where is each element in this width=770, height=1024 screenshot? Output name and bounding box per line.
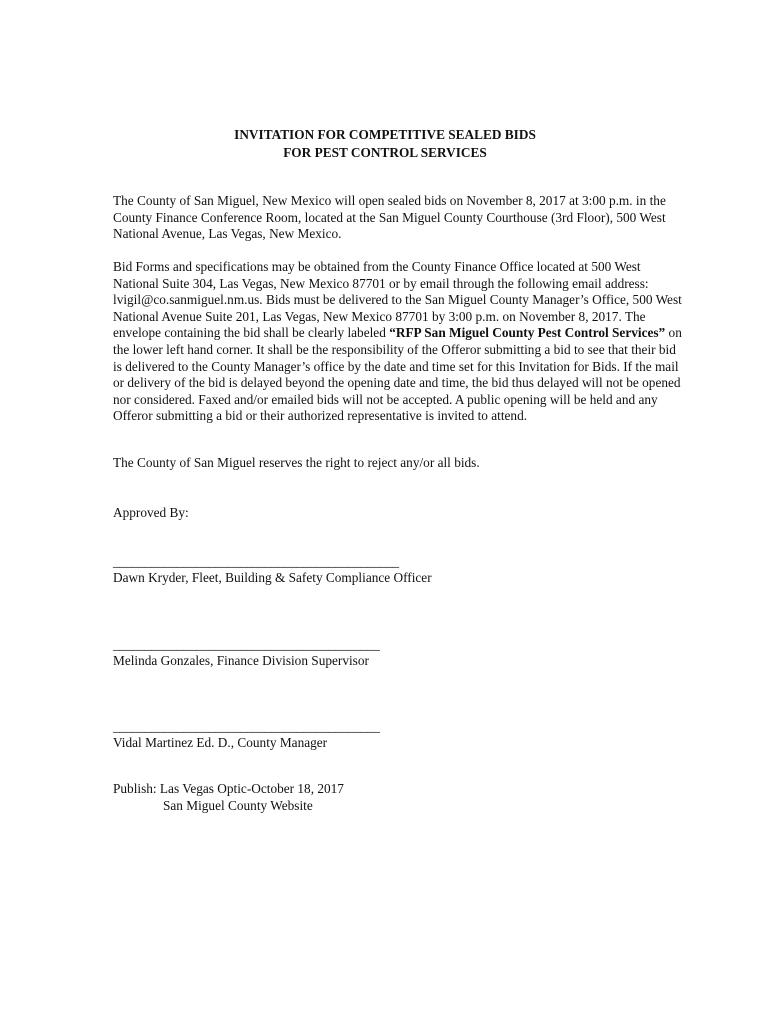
paragraph-bid-forms-text-a: Bid Forms and specifications may be obtained from the County Finance Office located at 500 West National Suite 304, Las Vegas, New Mexico 87701 or by email through the following email address: lvigil@co.sanmiguel.nm.us. Bids must be delivered to the San Miguel County Manager’s Office, 500 West National Avenue Suite 201, Las Vegas, New Mexico 87701 by 3:00 p.m. on November 8, 2017. The envelope containing the bid shall be clearly labeled [113,259,682,341]
document-title [0,126,770,162]
signature-line: __________________________________________ [113,637,380,652]
signatory-name: Vidal Martinez Ed. D., County Manager [113,735,328,750]
publish-info [113,781,344,814]
signature-line: __________________________________________ [113,719,380,734]
publish-line-1: Publish: Las Vegas Optic-October 18, 2017 [113,781,344,796]
signature-block-2 [113,637,380,669]
title-line-2: FOR PEST CONTROL SERVICES [283,145,487,160]
publish-line-2: San Miguel County Website [163,797,313,813]
title-line-1: INVITATION FOR COMPETITIVE SEALED BIDS [234,127,536,142]
paragraph-bid-forms-text-b: on the lower left hand corner. It shall be the responsibility of the Offeror submitting a bid to see that their bid is delivered to the County Manager’s office by the date and time set for this Invitation for Bids. If the mail or delivery of the bid is delayed beyond the opening date and time, the bid thus delayed will not be opened nor considered. Faxed and/or emailed bids will not be accepted. A public opening will be held and any Offeror submitting a bid or their authorized representative is invited to attend. [113,325,682,424]
paragraph-bid-opening: The County of San Miguel, New Mexico will open sealed bids on November 8, 2017 at 3:00 p.m. in the County Finance Conference Room, located at the San Miguel County Courthouse (3rd Floor), 500 West National Avenue, Las Vegas, New Mexico. [113,193,666,242]
signatory-name: Melinda Gonzales, Finance Division Supervisor [113,653,369,668]
signatory-name: Dawn Kryder, Fleet, Building & Safety Compliance Officer [113,570,432,585]
paragraph-reserve-right: The County of San Miguel reserves the right to reject any/or all bids. [113,455,480,470]
rfp-label-bold: “RFP San Miguel County Pest Control Services” [389,325,666,341]
approved-by-label: Approved By: [113,505,189,520]
signature-block-1 [113,554,432,586]
signature-line: _____________________________________________ [113,554,399,569]
signature-block-3 [113,719,380,751]
paragraph-bid-forms [113,259,683,425]
